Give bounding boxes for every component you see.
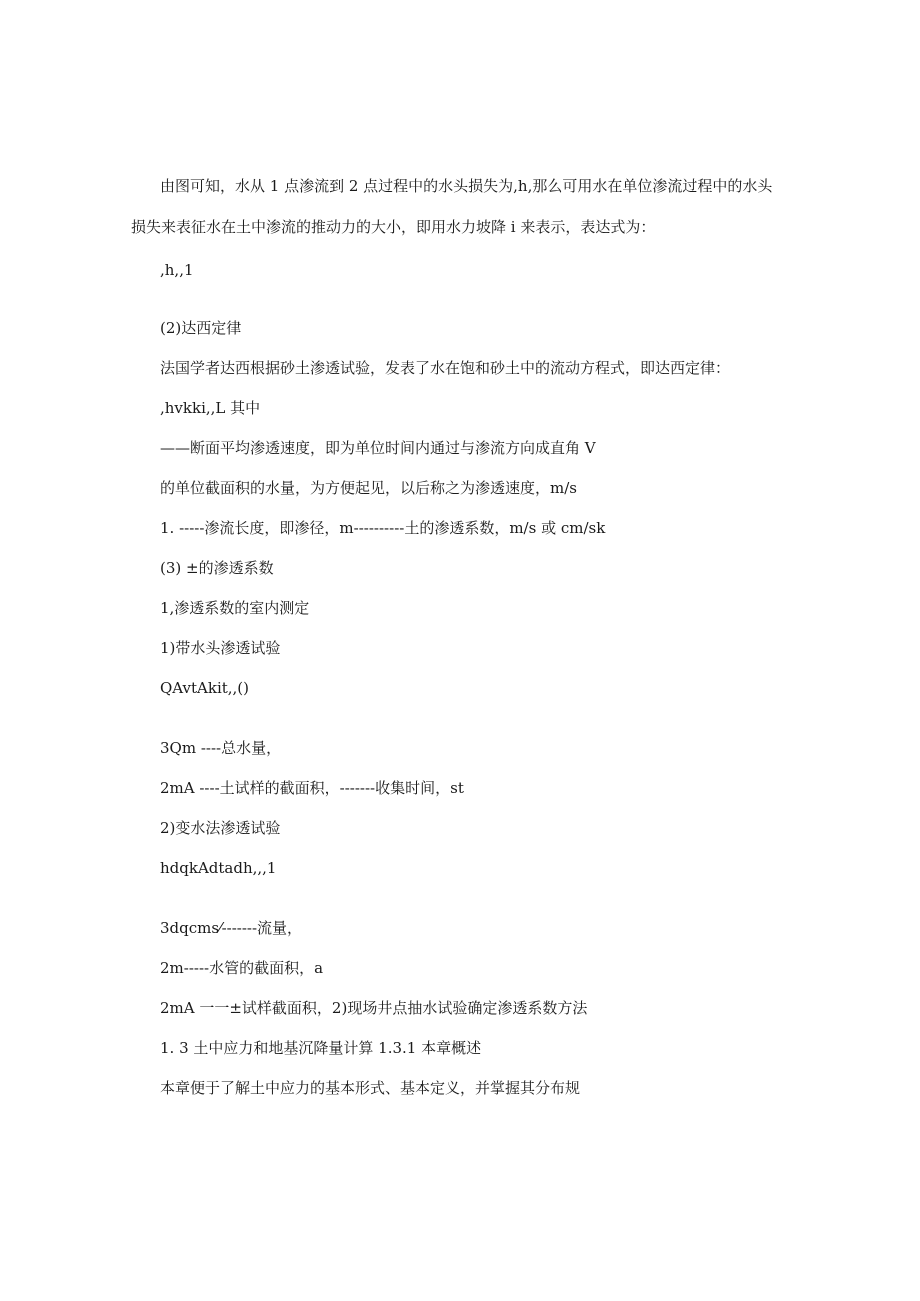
formula-hydraulic-gradient: ,h,,1 — [160, 261, 194, 279]
paragraph-line-1: 由图可知，水从 1 点渗流到 2 点过程中的水头损失为,h,那么可用水在单位渗流过程中的水头 — [160, 177, 773, 195]
subheading-constant-head: 1)带水头渗透试验 — [160, 639, 281, 657]
definition-total-water: 3Qm ----总水量， — [160, 739, 282, 757]
formula-falling-head: hdqkAdtadh,,,1 — [160, 859, 277, 877]
definition-pipe-area: 2m-----水管的截面积，a — [160, 959, 324, 977]
formula-constant-head: QAvtAkit,,() — [160, 679, 250, 697]
definition-flow: 3dqcms⁄-------流量， — [160, 919, 303, 937]
paragraph-chapter-overview: 本章便于了解土中应力的基本形式、基本定义，并掌握其分布规 — [160, 1079, 581, 1097]
section-heading-permeability: (3) ±的渗透系数 — [160, 559, 274, 577]
definition-velocity-cont: 的单位截面积的水量，为方便起见，以后称之为渗透速度，m/s — [160, 479, 577, 497]
definition-sample-area-field: 2mA 一一±试样截面积，2)现场井点抽水试验确定渗透系数方法 — [160, 999, 588, 1017]
paragraph-line-2: 损失来表征水在土中渗流的推动力的大小，即用水力坡降 i 来表示，表达式为： — [131, 218, 656, 236]
definition-velocity: ——断面平均渗透速度，即为单位时间内通过与渗流方向成直角 V — [160, 439, 596, 457]
definition-seepage-length: 1. -----渗流长度，即渗径，m----------土的渗透系数，m/s 或 cm/sk — [160, 519, 606, 537]
subheading-falling-head: 2)变水法渗透试验 — [160, 819, 281, 837]
subheading-lab-test: 1,渗透系数的室内测定 — [160, 599, 310, 617]
section-heading-soil-stress: 1. 3 土中应力和地基沉降量计算 1.3.1 本章概述 — [160, 1039, 482, 1057]
definition-sample-area: 2mA ----土试样的截面积，-------收集时间，st — [160, 779, 464, 797]
section-heading-darcy-law: (2)达西定律 — [160, 319, 242, 337]
paragraph-darcy-intro: 法国学者达西根据砂土渗透试验，发表了水在饱和砂土中的流动方程式，即达西定律： — [160, 359, 731, 377]
formula-darcy-law: ,hvkki,,L 其中 — [160, 399, 261, 417]
